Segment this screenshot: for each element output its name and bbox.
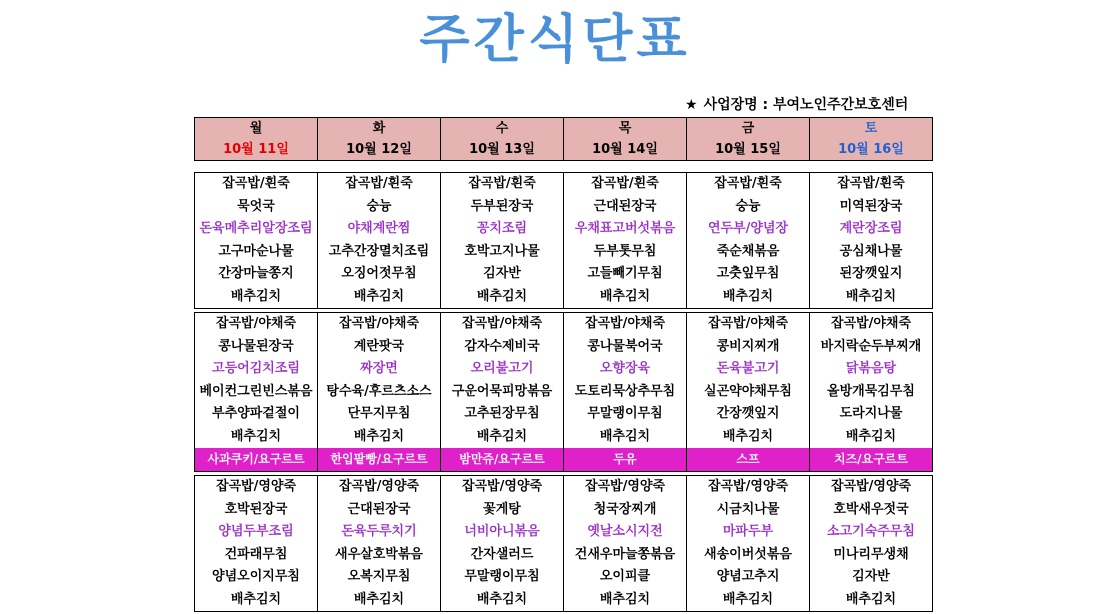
menu-item: 배추김치	[441, 286, 564, 309]
day-date: 10월 16일	[810, 139, 933, 161]
menu-item: 간장깻잎지	[687, 403, 810, 426]
menu-item: 두부된장국	[441, 196, 564, 219]
menu-item: 배추김치	[810, 589, 933, 612]
menu-item: 김자반	[441, 263, 564, 286]
menu-item: 잡곡밥/영양죽	[195, 476, 318, 499]
menu-item: 소고기숙주무침	[810, 521, 933, 544]
menu-item: 바지락순두부찌개	[810, 336, 933, 359]
menu-item: 오향장육	[564, 358, 687, 381]
menu-row	[195, 241, 933, 264]
menu-item: 호박된장국	[195, 499, 318, 522]
menu-row	[195, 381, 933, 404]
menu-item: 배추김치	[441, 426, 564, 449]
menu-item: 오징어젓무침	[318, 263, 441, 286]
menu-item: 미역된장국	[810, 196, 933, 219]
menu-item: 우채표고버섯볶음	[564, 218, 687, 241]
menu-item: 잡곡밥/야채죽	[318, 313, 441, 336]
menu-item: 무말랭이무침	[441, 566, 564, 589]
menu-item: 배추김치	[441, 589, 564, 612]
page-title: 주간식단표	[419, 10, 691, 70]
menu-item: 청국장찌개	[564, 499, 687, 522]
menu-item: 계란장조림	[810, 218, 933, 241]
menu-item: 건새우마늘쫑볶음	[564, 544, 687, 567]
menu-item: 건파래무침	[195, 544, 318, 567]
menu-row	[195, 426, 933, 449]
menu-row	[195, 403, 933, 426]
menu-row	[195, 476, 933, 499]
snack-item: 치즈/요구르트	[810, 448, 933, 471]
menu-item: 배추김치	[564, 589, 687, 612]
menu-item: 올방개묵김무침	[810, 381, 933, 404]
menu-item: 잡곡밥/흰죽	[318, 173, 441, 196]
menu-item: 무말랭이무침	[564, 403, 687, 426]
menu-item: 잡곡밥/영양죽	[318, 476, 441, 499]
menu-item: 계란팟국	[318, 336, 441, 359]
menu-item: 부추양파겉절이	[195, 403, 318, 426]
lunch-table	[194, 312, 933, 472]
menu-item: 배추김치	[687, 589, 810, 612]
menu-item: 양념오이지무침	[195, 566, 318, 589]
menu-item: 오리불고기	[441, 358, 564, 381]
menu-item: 콩나물북어국	[564, 336, 687, 359]
menu-item: 구운어묵피망볶음	[441, 381, 564, 404]
menu-item: 꽃게탕	[441, 499, 564, 522]
menu-item: 호박고지나물	[441, 241, 564, 264]
menu-item: 잡곡밥/흰죽	[687, 173, 810, 196]
menu-item: 잡곡밥/야채죽	[564, 313, 687, 336]
menu-item: 베이컨그린빈스볶음	[195, 381, 318, 404]
menu-item: 잡곡밥/야채죽	[195, 313, 318, 336]
menu-item: 도라지나물	[810, 403, 933, 426]
menu-item: 잡곡밥/흰죽	[564, 173, 687, 196]
menu-item: 옛날소시지전	[564, 521, 687, 544]
menu-item: 돈육두루치기	[318, 521, 441, 544]
menu-item: 콩비지찌개	[687, 336, 810, 359]
day-header-table	[194, 117, 933, 161]
menu-item: 잡곡밥/흰죽	[810, 173, 933, 196]
menu-item: 실곤약야채무침	[687, 381, 810, 404]
menu-item: 고추간장멸치조림	[318, 241, 441, 264]
menu-item: 잡곡밥/흰죽	[441, 173, 564, 196]
menu-item: 김자반	[810, 566, 933, 589]
snack-item: 밤만쥬/요구르트	[441, 448, 564, 471]
menu-item: 배추김치	[195, 426, 318, 449]
menu-item: 숭늉	[687, 196, 810, 219]
menu-item: 배추김치	[318, 589, 441, 612]
menu-item: 오복지무침	[318, 566, 441, 589]
menu-item: 배추김치	[687, 426, 810, 449]
menu-item: 배추김치	[195, 286, 318, 309]
menu-item: 너비아니볶음	[441, 521, 564, 544]
menu-item: 양념두부조림	[195, 521, 318, 544]
menu-item: 잡곡밥/영양죽	[564, 476, 687, 499]
menu-item: 돈육불고기	[687, 358, 810, 381]
menu-item: 묵엇국	[195, 196, 318, 219]
menu-item: 된장깻잎지	[810, 263, 933, 286]
menu-item: 숭늉	[318, 196, 441, 219]
star-icon: ★	[685, 97, 698, 113]
dinner-table	[194, 475, 933, 612]
day-date: 10월 14일	[564, 139, 687, 161]
menu-item: 오이피클	[564, 566, 687, 589]
menu-item: 간장마늘쫑지	[195, 263, 318, 286]
day-name: 화	[318, 118, 441, 140]
menu-item: 근대된장국	[318, 499, 441, 522]
menu-item: 고추된장무침	[441, 403, 564, 426]
day-name: 수	[441, 118, 564, 140]
menu-item: 마파두부	[687, 521, 810, 544]
menu-item: 감자수제비국	[441, 336, 564, 359]
menu-row	[195, 358, 933, 381]
snack-row	[195, 448, 933, 471]
menu-item: 새우살호박볶음	[318, 544, 441, 567]
menu-item: 단무지무침	[318, 403, 441, 426]
menu-item: 호박새우젓국	[810, 499, 933, 522]
menu-item: 배추김치	[564, 286, 687, 309]
menu-item: 잡곡밥/야채죽	[441, 313, 564, 336]
menu-row	[195, 173, 933, 196]
menu-item: 연두부/양념장	[687, 218, 810, 241]
menu-item: 고구마순나물	[195, 241, 318, 264]
menu-item: 배추김치	[318, 426, 441, 449]
menu-item: 고춧잎무침	[687, 263, 810, 286]
menu-item: 새송이버섯볶음	[687, 544, 810, 567]
menu-item: 꽁치조림	[441, 218, 564, 241]
menu-item: 배추김치	[810, 286, 933, 309]
menu-item: 잡곡밥/야채죽	[810, 313, 933, 336]
snack-item: 사과쿠키/요구르트	[195, 448, 318, 471]
day-name: 토	[810, 118, 933, 140]
menu-item: 양념고추지	[687, 566, 810, 589]
day-date: 10월 12일	[318, 139, 441, 161]
menu-row	[195, 499, 933, 522]
breakfast-table	[194, 172, 933, 309]
menu-item: 배추김치	[195, 589, 318, 612]
menu-item: 돈육메추리알장조림	[195, 218, 318, 241]
menu-item: 시금치나물	[687, 499, 810, 522]
menu-item: 배추김치	[687, 286, 810, 309]
day-date: 10월 13일	[441, 139, 564, 161]
menu-row	[195, 544, 933, 567]
menu-row	[195, 566, 933, 589]
menu-item: 죽순채볶음	[687, 241, 810, 264]
menu-item: 잡곡밥/흰죽	[195, 173, 318, 196]
menu-item: 고등어김치조림	[195, 358, 318, 381]
menu-item: 근대된장국	[564, 196, 687, 219]
menu-item: 고들빼기무침	[564, 263, 687, 286]
menu-item: 짜장면	[318, 358, 441, 381]
menu-item: 잡곡밥/영양죽	[687, 476, 810, 499]
day-date: 10월 15일	[687, 139, 810, 161]
menu-item: 배추김치	[810, 426, 933, 449]
snack-item: 한입팥빵/요구르트	[318, 448, 441, 471]
menu-row	[195, 196, 933, 219]
day-name: 월	[195, 118, 318, 140]
menu-item: 공심채나물	[810, 241, 933, 264]
menu-item: 두부톳무침	[564, 241, 687, 264]
organization-name: 사업장명 : 부여노인주간보호센터	[703, 97, 909, 113]
menu-row	[195, 589, 933, 612]
menu-row	[195, 313, 933, 336]
menu-item: 야채계란찜	[318, 218, 441, 241]
menu-item: 잡곡밥/영양죽	[441, 476, 564, 499]
menu-item: 도토리묵상추무침	[564, 381, 687, 404]
menu-item: 간자샐러드	[441, 544, 564, 567]
menu-item: 배추김치	[564, 426, 687, 449]
menu-row	[195, 521, 933, 544]
menu-item: 배추김치	[318, 286, 441, 309]
day-name: 목	[564, 118, 687, 140]
snack-item: 두유	[564, 448, 687, 471]
menu-row	[195, 286, 933, 309]
menu-item: 콩나물된장국	[195, 336, 318, 359]
day-name: 금	[687, 118, 810, 140]
menu-row	[195, 263, 933, 286]
day-date: 10월 11일	[195, 139, 318, 161]
menu-item: 닭볶음탕	[810, 358, 933, 381]
menu-item: 탕수육/후르츠소스	[318, 381, 441, 404]
menu-row	[195, 218, 933, 241]
menu-item: 미나리무생채	[810, 544, 933, 567]
menu-row	[195, 336, 933, 359]
snack-item: 스프	[687, 448, 810, 471]
organization-label	[685, 94, 908, 114]
menu-item: 잡곡밥/영양죽	[810, 476, 933, 499]
menu-item: 잡곡밥/야채죽	[687, 313, 810, 336]
